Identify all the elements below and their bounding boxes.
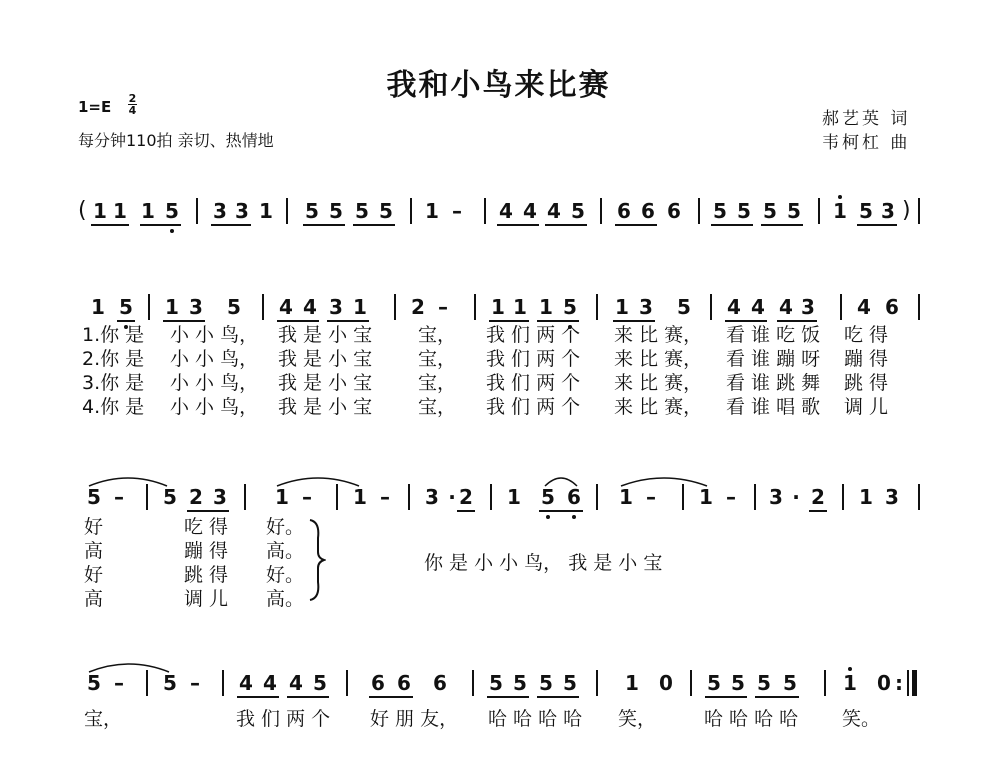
lyric-row3-verse-3: 好。 — [266, 564, 305, 586]
barline — [596, 484, 598, 510]
note: 2 — [459, 485, 473, 509]
barline — [490, 484, 492, 510]
lyric-verse-1-segment: 来 比 赛， — [614, 324, 703, 346]
note: 5 — [119, 295, 133, 319]
note: 6 — [397, 671, 411, 695]
note: 1 — [91, 295, 105, 319]
lyric-row3-verse-1: 好 — [84, 516, 104, 538]
lyric-verse-2-segment: 2.你 是 — [82, 348, 145, 370]
note: 4 — [303, 295, 317, 319]
underline-beam — [287, 696, 329, 698]
lyric-row4-segment: 笑。 — [842, 708, 881, 730]
lyric-row4-segment: 好 朋 友， — [370, 708, 459, 730]
note: 6 — [433, 671, 447, 695]
note: 5 — [163, 485, 177, 509]
octave-dot-below — [546, 515, 550, 519]
note: 6 — [667, 199, 681, 223]
underline-beam — [237, 696, 279, 698]
sustain-dash: – — [726, 485, 736, 509]
note: 5 — [783, 671, 797, 695]
note: 1 — [259, 199, 273, 223]
time-signature-top: 2 — [128, 92, 137, 105]
note: 5 — [489, 671, 503, 695]
lyric-verse-1-segment: 我 们 两 个 — [486, 324, 581, 346]
note: 3 — [885, 485, 899, 509]
note: 1 — [699, 485, 713, 509]
repeat-colon: : — [895, 671, 903, 695]
note: 5 — [87, 485, 101, 509]
note: 1 — [275, 485, 289, 509]
tie-arc — [620, 474, 708, 488]
lyric-row3-verse-2: 高 — [84, 540, 104, 562]
note: 4 — [289, 671, 303, 695]
note: 3 — [189, 295, 203, 319]
barline — [918, 484, 920, 510]
note: 6 — [371, 671, 385, 695]
note: 5 — [87, 671, 101, 695]
barline — [262, 294, 264, 320]
note: 5 — [539, 671, 553, 695]
lyric-row3-verse-2: 蹦 得 — [184, 540, 229, 562]
note: 5 — [713, 199, 727, 223]
lyric-verse-1-segment: 1.你 是 — [82, 324, 145, 346]
barline — [596, 670, 598, 696]
lyric-verse-3-segment: 我 们 两 个 — [486, 372, 581, 394]
lyrics-row-3-right: 你 是 小 小 鸟， 我 是 小 宝 — [424, 552, 663, 574]
underline-beam — [537, 696, 579, 698]
note: 1 — [353, 295, 367, 319]
note: 1 — [625, 671, 639, 695]
barline — [840, 294, 842, 320]
song-title: 我和小鸟来比赛 — [386, 68, 611, 103]
note: 3 — [639, 295, 653, 319]
barline — [244, 484, 246, 510]
lyric-verse-2-segment: 宝， — [418, 348, 457, 370]
note: 1 — [93, 199, 107, 223]
note: 3 — [213, 485, 227, 509]
barline — [408, 484, 410, 510]
underline-beam — [353, 224, 395, 226]
lyric-verse-1-segment: 看 谁 吃 饭 — [726, 324, 821, 346]
note: 4 — [779, 295, 793, 319]
sustain-dash: – — [452, 199, 462, 223]
underline-beam — [303, 224, 345, 226]
tie-arc — [88, 474, 168, 488]
barline — [146, 484, 148, 510]
note: 5 — [787, 199, 801, 223]
barline — [148, 294, 150, 320]
barline — [698, 198, 700, 224]
underline-beam — [539, 510, 583, 512]
lyric-verse-2-segment: 小 小 鸟， — [170, 348, 259, 370]
note: 5 — [707, 671, 721, 695]
underline-beam — [705, 696, 747, 698]
barline — [710, 294, 712, 320]
note: 5 — [541, 485, 555, 509]
barline — [690, 670, 692, 696]
octave-dot-above — [848, 667, 852, 671]
note: 1 — [859, 485, 873, 509]
note: 6 — [617, 199, 631, 223]
underline-beam — [497, 224, 539, 226]
note: 5 — [737, 199, 751, 223]
note: 3 — [425, 485, 439, 509]
note: 1 — [113, 199, 127, 223]
octave-dot-below — [170, 229, 174, 233]
barline — [474, 294, 476, 320]
note: 3 — [801, 295, 815, 319]
lyric-verse-2-segment: 我 们 两 个 — [486, 348, 581, 370]
note: 5 — [763, 199, 777, 223]
lyric-verse-1-segment: 吃 得 — [844, 324, 889, 346]
barline — [196, 198, 198, 224]
underline-beam — [761, 224, 803, 226]
barline — [918, 294, 920, 320]
underline-beam — [140, 224, 181, 226]
open-paren: ( — [78, 198, 87, 223]
barline — [484, 198, 486, 224]
barline — [600, 198, 602, 224]
underline-beam — [369, 696, 413, 698]
barline — [346, 670, 348, 696]
lyric-row3-verse-3: 跳 得 — [184, 564, 229, 586]
note: 3 — [235, 199, 249, 223]
lyricist-credit: 郝艺英 词 — [822, 109, 911, 129]
tie-arc — [276, 474, 360, 488]
sustain-dash: – — [646, 485, 656, 509]
note: 3 — [881, 199, 895, 223]
barline — [222, 670, 224, 696]
dot-extension: · — [448, 485, 456, 509]
lyric-row4-segment: 我 们 两 个 — [236, 708, 331, 730]
note: 2 — [411, 295, 425, 319]
note: 1 — [353, 485, 367, 509]
note: 1 — [833, 199, 847, 223]
note: 6 — [641, 199, 655, 223]
underline-beam — [857, 224, 897, 226]
lyric-row4-segment: 哈 哈 哈 哈 — [488, 708, 583, 730]
verse-brace — [306, 518, 326, 602]
lyric-row4-segment: 哈 哈 哈 哈 — [704, 708, 799, 730]
lyric-row3-verse-1: 好。 — [266, 516, 305, 538]
lyric-row3-verse-4: 调 儿 — [184, 588, 229, 610]
note: 5 — [165, 199, 179, 223]
note: 5 — [379, 199, 393, 223]
lyric-verse-4-segment: 我 是 小 宝 — [278, 396, 373, 418]
lyric-verse-2-segment: 蹦 得 — [844, 348, 889, 370]
lyric-verse-2-segment: 来 比 赛， — [614, 348, 703, 370]
lyric-row3-verse-1: 吃 得 — [184, 516, 229, 538]
note: 5 — [329, 199, 343, 223]
tie-arc — [88, 660, 170, 674]
lyric-row3-verse-4: 高 — [84, 588, 104, 610]
lyric-verse-2-segment: 看 谁 蹦 呀 — [726, 348, 821, 370]
note: 4 — [751, 295, 765, 319]
barline — [754, 484, 756, 510]
underline-beam — [615, 224, 657, 226]
final-barline-thick — [912, 670, 917, 696]
note: 5 — [563, 671, 577, 695]
lyric-verse-1-segment: 小 小 鸟， — [170, 324, 259, 346]
underline-beam — [487, 696, 529, 698]
barline — [146, 670, 148, 696]
dot-extension: · — [792, 485, 800, 509]
note: 1 — [507, 485, 521, 509]
underline-beam — [711, 224, 753, 226]
lyric-verse-4-segment: 来 比 赛， — [614, 396, 703, 418]
note: 4 — [263, 671, 277, 695]
note: 5 — [677, 295, 691, 319]
note: 1 — [539, 295, 553, 319]
lyric-row3-verse-2: 高。 — [266, 540, 305, 562]
tempo-marking: 每分钟110拍 亲切、热情地 — [78, 131, 274, 150]
note: 5 — [757, 671, 771, 695]
key-signature: 1=E — [78, 98, 112, 116]
lyric-row4-segment: 宝， — [84, 708, 123, 730]
lyric-verse-2-segment: 我 是 小 宝 — [278, 348, 373, 370]
note: 4 — [857, 295, 871, 319]
note: 0 — [659, 671, 673, 695]
barline — [596, 294, 598, 320]
composer-credit: 韦柯杠 曲 — [822, 133, 911, 153]
lyric-verse-4-segment: 我 们 两 个 — [486, 396, 581, 418]
note: 5 — [571, 199, 585, 223]
note: 1 — [141, 199, 155, 223]
barline — [918, 198, 920, 224]
barline — [336, 484, 338, 510]
barline — [394, 294, 396, 320]
note: 5 — [227, 295, 241, 319]
note: 3 — [769, 485, 783, 509]
sustain-dash: – — [114, 671, 124, 695]
lyric-verse-3-segment: 3.你 是 — [82, 372, 145, 394]
lyric-verse-4-segment: 宝， — [418, 396, 457, 418]
note: 1 — [513, 295, 527, 319]
lyric-verse-3-segment: 宝， — [418, 372, 457, 394]
barline — [842, 484, 844, 510]
underline-beam — [809, 510, 827, 512]
note: 1 — [425, 199, 439, 223]
underline-beam — [457, 510, 475, 512]
note: 1 — [491, 295, 505, 319]
note: 1 — [843, 671, 857, 695]
lyric-row3-verse-4: 高。 — [266, 588, 305, 610]
sustain-dash: – — [380, 485, 390, 509]
note: 3 — [329, 295, 343, 319]
note: 5 — [313, 671, 327, 695]
sustain-dash: – — [302, 485, 312, 509]
barline — [472, 670, 474, 696]
barline — [410, 198, 412, 224]
note: 4 — [499, 199, 513, 223]
note: 5 — [163, 671, 177, 695]
barline — [682, 484, 684, 510]
note: 1 — [619, 485, 633, 509]
note: 5 — [305, 199, 319, 223]
lyric-row4-segment: 笑， — [618, 708, 657, 730]
note: 5 — [513, 671, 527, 695]
octave-dot-below — [572, 515, 576, 519]
lyric-verse-4-segment: 看 谁 唱 歌 — [726, 396, 821, 418]
sustain-dash: – — [114, 485, 124, 509]
lyric-verse-3-segment: 看 谁 跳 舞 — [726, 372, 821, 394]
underline-beam — [211, 224, 251, 226]
note: 4 — [523, 199, 537, 223]
sustain-dash: – — [190, 671, 200, 695]
lyric-verse-4-segment: 调 儿 — [844, 396, 889, 418]
lyric-verse-4-segment: 小 小 鸟， — [170, 396, 259, 418]
note: 4 — [727, 295, 741, 319]
note: 4 — [239, 671, 253, 695]
time-signature-bottom: 4 — [128, 104, 137, 117]
note: 5 — [355, 199, 369, 223]
note: 5 — [859, 199, 873, 223]
note: 4 — [279, 295, 293, 319]
note: 2 — [189, 485, 203, 509]
lyric-verse-3-segment: 小 小 鸟， — [170, 372, 259, 394]
note: 6 — [885, 295, 899, 319]
final-barline-thin — [907, 670, 909, 696]
note: 1 — [165, 295, 179, 319]
close-paren: ) — [902, 198, 911, 223]
lyric-verse-3-segment: 我 是 小 宝 — [278, 372, 373, 394]
note: 5 — [563, 295, 577, 319]
time-signature — [128, 93, 137, 116]
lyric-verse-1-segment: 我 是 小 宝 — [278, 324, 373, 346]
note: 0 — [877, 671, 891, 695]
tie-arc — [544, 474, 578, 488]
note: 1 — [615, 295, 629, 319]
barline — [824, 670, 826, 696]
lyric-row3-verse-3: 好 — [84, 564, 104, 586]
lyric-verse-1-segment: 宝， — [418, 324, 457, 346]
note: 5 — [731, 671, 745, 695]
lyric-verse-3-segment: 来 比 赛， — [614, 372, 703, 394]
underline-beam — [755, 696, 799, 698]
underline-beam — [91, 224, 129, 226]
note: 2 — [811, 485, 825, 509]
sustain-dash: – — [438, 295, 448, 319]
note: 3 — [213, 199, 227, 223]
lyric-verse-3-segment: 跳 得 — [844, 372, 889, 394]
barline — [818, 198, 820, 224]
note: 4 — [547, 199, 561, 223]
note: 6 — [567, 485, 581, 509]
octave-dot-above — [838, 195, 842, 199]
underline-beam — [545, 224, 587, 226]
lyric-verse-4-segment: 4.你 是 — [82, 396, 145, 418]
barline — [286, 198, 288, 224]
